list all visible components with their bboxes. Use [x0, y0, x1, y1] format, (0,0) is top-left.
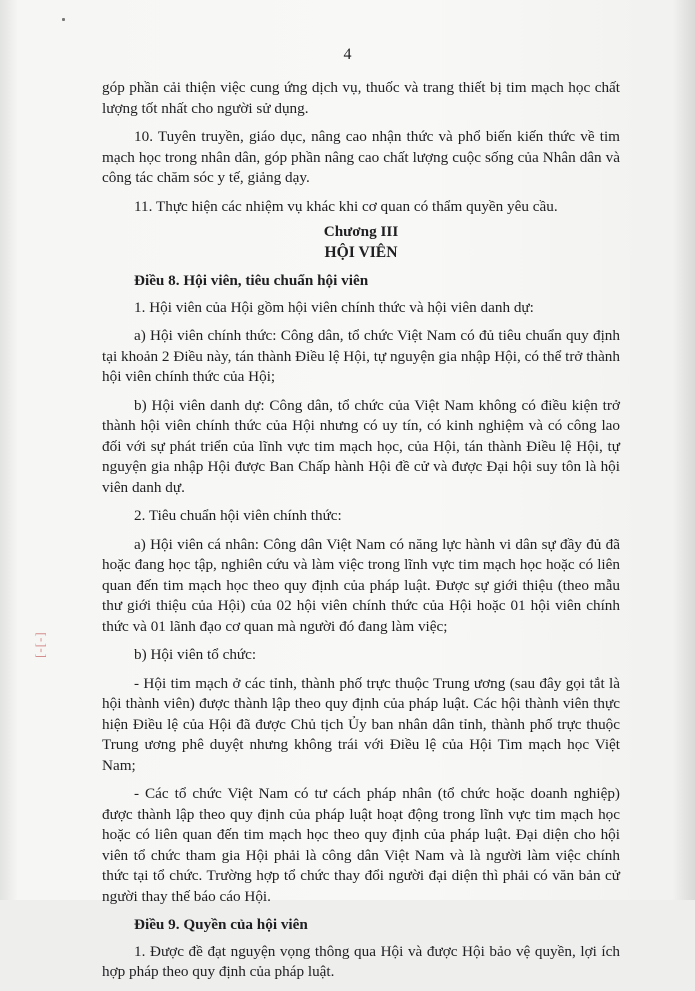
article-8-heading: Điều 8. Hội viên, tiêu chuẩn hội viên	[134, 272, 369, 289]
article-8-clause-2b-item-1: - Hội tim mạch ở các tỉnh, thành phố trực thuộc Trung ương (sau đây gọi tắt là hội thành viên) được thành lập theo quy định của pháp luật. Các hội thành viên thực hiện Điều lệ của Hội đã được Chủ tịch Ủy ban nhân dân tỉnh, thành phố trực thuộc Trung ương phê duyệt nhưng không trái với Điều lệ của Hội Tim mạch học Việt Nam;	[102, 674, 620, 774]
page-edge-shadow	[673, 0, 695, 900]
margin-mark: [-[-]	[32, 631, 47, 658]
article-8-clause-1: 1. Hội viên của Hội gồm hội viên chính thức và hội viên danh dự:	[134, 298, 534, 316]
chapter-title: HỘI VIÊN	[324, 243, 398, 261]
article-9-heading: Điều 9. Quyền của hội viên	[134, 916, 308, 933]
article-8-clause-1b: b) Hội viên danh dự: Công dân, tổ chức của Việt Nam không có điều kiện trở thành hội viên chính thức của Hội nhưng có uy tín, có kinh nghiệm và có công lao đối với sự phát triển của lĩnh vực tim mạch học, của Hội, tán thành Điều lệ Hội, tự nguyện gia nhập Hội được Ban Chấp hành Hội đề cử và được Đại hội suy tôn là hội viên danh dự.	[102, 396, 620, 496]
document-body	[102, 78, 620, 991]
article-8-clause-2a: a) Hội viên cá nhân: Công dân Việt Nam có năng lực hành vi dân sự đầy đủ đã hoặc đang học tập, nghiên cứu và làm việc trong lĩnh vực tim mạch học hoặc có liên quan đến tim mạch học theo quy định của pháp luật. Được sự giới thiệu (theo mẫu thư giới thiệu của Hội) của 02 hội viên chính thức của Hội hoặc 01 hội viên chính thức và 01 lãnh đạo cơ quan mà người đó đang làm việc;	[102, 535, 620, 635]
paragraph-item-11: 11. Thực hiện các nhiệm vụ khác khi cơ quan có thẩm quyền yêu cầu.	[134, 197, 558, 215]
chapter-label: Chương III	[323, 223, 399, 240]
scan-speck	[62, 18, 65, 21]
article-8-clause-2: 2. Tiêu chuẩn hội viên chính thức:	[134, 507, 342, 524]
article-8-clause-2b-item-2: - Các tổ chức Việt Nam có tư cách pháp nhân (tổ chức hoặc doanh nghiệp) được thành lập theo quy định của pháp luật hoạt động trong lĩnh vực tim mạch học hoặc có liên quan đến tim mạch học theo quy định của pháp luật. Đại diện cho hội viên tổ chức tham gia Hội phải là công dân Việt Nam và là người làm việc chính thức tại tổ chức. Trường hợp tổ chức thay đổi người đại diện thì phải có văn bản cử người thay thế báo cáo Hội.	[102, 785, 620, 905]
page-number: 4	[343, 46, 352, 63]
paragraph-item-10: 10. Tuyên truyền, giáo dục, nâng cao nhận thức và phổ biến kiến thức về tim mạch học trong nhân dân, góp phần nâng cao chất lượng cuộc sống của Nhân dân và công tác chăm sóc y tế, giảng dạy.	[102, 128, 620, 186]
article-8-clause-2b: b) Hội viên tổ chức:	[134, 646, 257, 663]
article-9-clause-1: 1. Được đề đạt nguyện vọng thông qua Hội và được Hội bảo vệ quyền, lợi ích hợp pháp theo quy định của pháp luật.	[102, 942, 620, 980]
article-8-clause-1a: a) Hội viên chính thức: Công dân, tổ chức Việt Nam có đủ tiêu chuẩn quy định tại khoản 2 Điều này, tán thành Điều lệ Hội, tự nguyện gia nhập Hội, có thể trở thành hội viên chính thức của Hội;	[102, 327, 620, 385]
paragraph-continuation: góp phần cải thiện việc cung ứng dịch vụ, thuốc và trang thiết bị tim mạch học chất lượng tốt nhất cho người sử dụng.	[102, 79, 620, 117]
